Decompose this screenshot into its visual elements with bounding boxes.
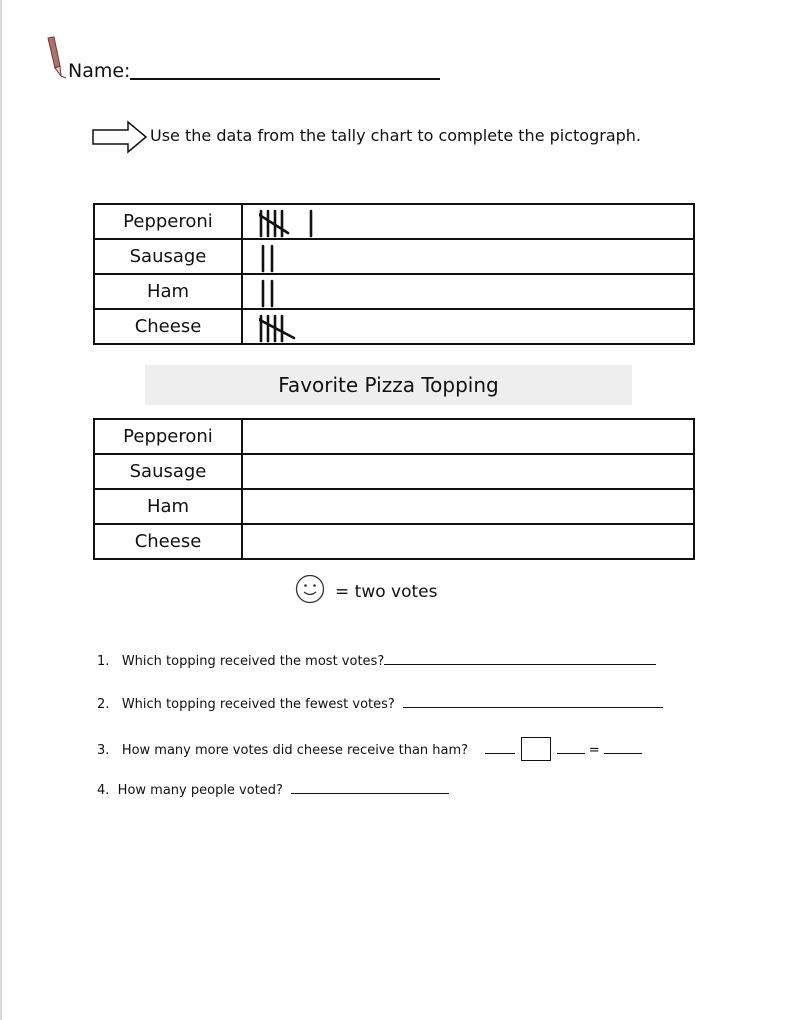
question-number: 4. <box>97 783 110 798</box>
question-number: 1. <box>97 654 110 669</box>
pictograph-empty-cell[interactable] <box>242 454 694 489</box>
table-row <box>94 489 694 524</box>
tally-marks <box>259 314 329 343</box>
table-row <box>94 204 694 239</box>
key-text: = two votes <box>335 582 438 602</box>
pictograph-table <box>93 418 695 560</box>
tally-marks-cell <box>242 239 694 274</box>
table-row <box>94 419 694 454</box>
page-edge <box>0 0 2 1020</box>
pictograph-row-label: Pepperoni <box>94 419 242 454</box>
tally-marks <box>259 244 329 273</box>
equals-sign: = <box>588 743 600 758</box>
answer-blank[interactable] <box>604 740 642 754</box>
table-row <box>94 454 694 489</box>
name-blank-line[interactable] <box>130 78 440 80</box>
table-row <box>94 524 694 559</box>
table-row <box>94 309 694 344</box>
tally-row-label: Ham <box>94 274 242 309</box>
tally-marks-cell <box>242 274 694 309</box>
table-row <box>94 239 694 274</box>
question-1 <box>97 651 656 669</box>
table-row <box>94 274 694 309</box>
tally-row-label: Pepperoni <box>94 204 242 239</box>
pictograph-empty-cell[interactable] <box>242 524 694 559</box>
pictograph-row-label: Ham <box>94 489 242 524</box>
answer-blank[interactable] <box>485 740 515 754</box>
tally-row-label: Sausage <box>94 239 242 274</box>
answer-blank[interactable] <box>384 651 656 665</box>
answer-blank[interactable] <box>291 780 449 794</box>
pictograph-row-label: Cheese <box>94 524 242 559</box>
question-number: 2. <box>97 697 110 712</box>
tally-marks <box>259 209 329 238</box>
instruction-text: Use the data from the tally chart to complete the pictograph. <box>150 126 642 145</box>
pictograph-empty-cell[interactable] <box>242 419 694 454</box>
tally-marks-cell <box>242 309 694 344</box>
question-4 <box>97 780 449 798</box>
answer-blank[interactable] <box>403 694 663 708</box>
question-text: Which topping received the fewest votes? <box>121 697 395 712</box>
question-3 <box>97 737 642 761</box>
tally-row-label: Cheese <box>94 309 242 344</box>
tally-marks <box>259 279 329 308</box>
question-number: 3. <box>97 743 110 758</box>
pictograph-empty-cell[interactable] <box>242 489 694 524</box>
question-text: Which topping received the most votes? <box>121 654 385 669</box>
tally-chart <box>93 203 695 345</box>
question-text: How many people voted? <box>117 783 283 798</box>
question-2 <box>97 694 663 712</box>
pictograph-title: Favorite Pizza Topping <box>145 365 632 405</box>
pencil-icon <box>44 36 68 80</box>
name-label: Name: <box>68 60 131 82</box>
arrow-right-icon <box>92 120 148 154</box>
question-text: How many more votes did cheese receive than ham? <box>121 743 469 758</box>
pictograph-row-label: Sausage <box>94 454 242 489</box>
answer-blank[interactable] <box>557 740 585 754</box>
tally-marks-cell <box>242 204 694 239</box>
operator-box[interactable] <box>521 737 551 761</box>
smiley-face-icon <box>295 574 325 604</box>
